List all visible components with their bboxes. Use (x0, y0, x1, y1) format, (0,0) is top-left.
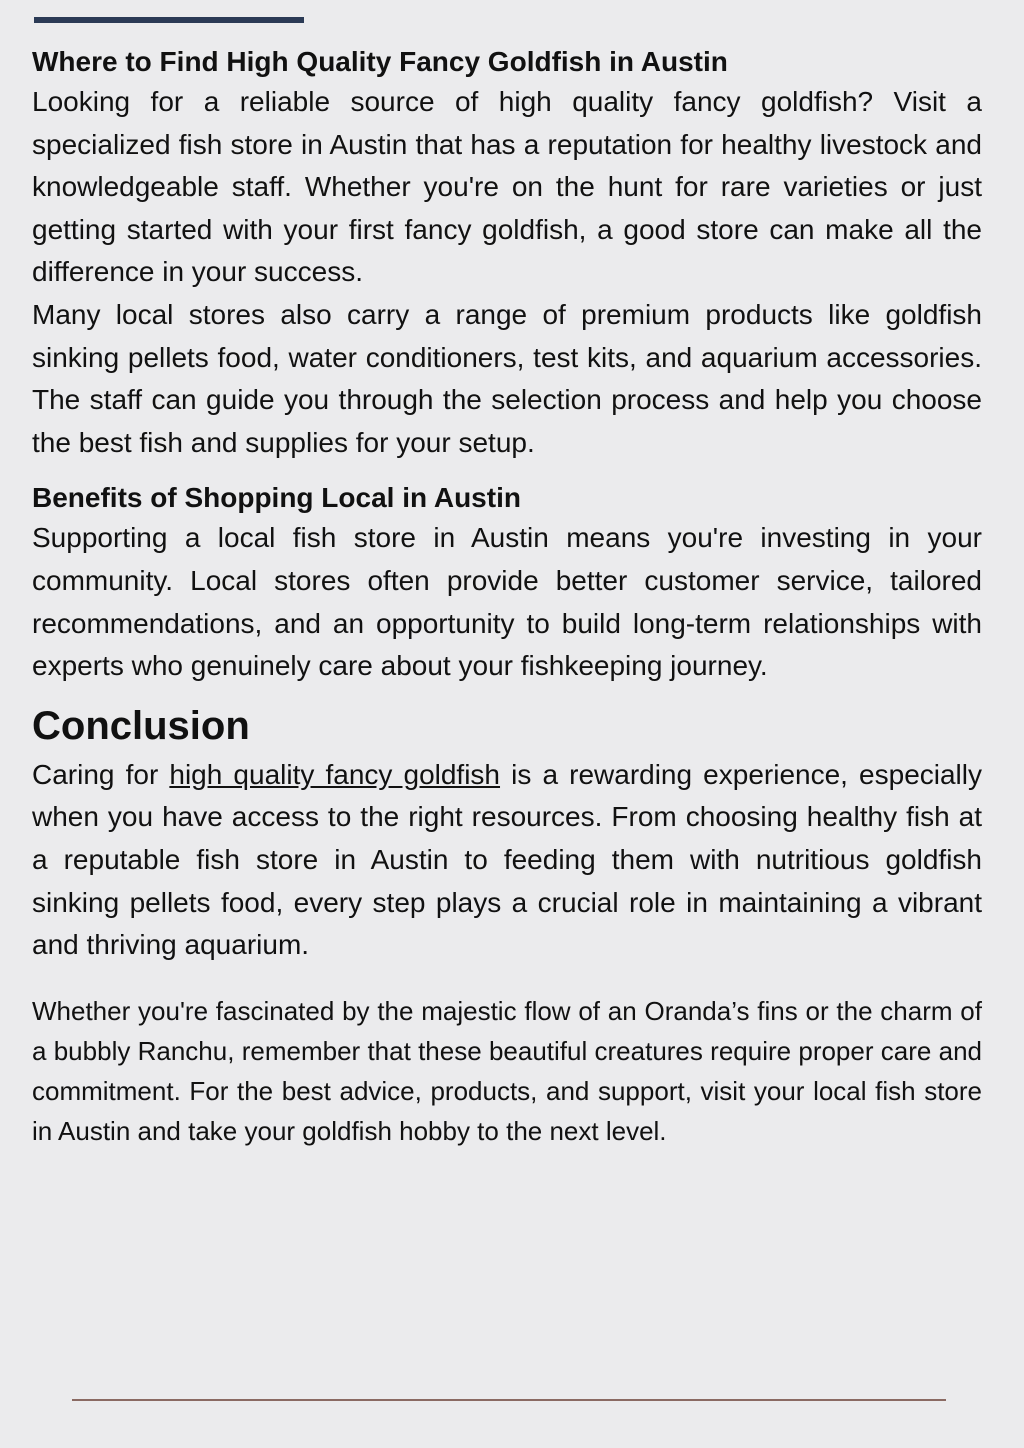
paragraph-closing: Whether you're fascinated by the majestic flow of an Oranda’s fins or the charm of a bubbly Ranchu, remember that these beautiful creatures require proper care and commitment. For the best advice, products, and support, visit your local fish store in Austin and take your goldfish hobby to the next level. (32, 995, 982, 1146)
bottom-divider (72, 1399, 946, 1401)
conclusion-text-end: is a rewarding experience, especially when you have access to the right resources. From choosing healthy fish at a reputable fish store in Austin to feeding them with nutritious goldfish sinking pellets food, every step plays a crucial role in maintaining a vibrant and thriving aquarium. (32, 758, 982, 961)
conclusion-text-start: Caring for (32, 758, 170, 790)
goldfish-link[interactable]: high quality fancy goldfish (169, 758, 501, 790)
paragraph-find-store: Looking for a reliable source of high quality fancy goldfish? Visit a specialized fish store in Austin that has a reputation for healthy livestock and knowledgeable staff. Whether you're on the hunt for rare varieties or just getting started with your first fancy goldfish, a good store can make all the difference in your success. (32, 86, 982, 288)
top-accent-bar (34, 17, 304, 23)
article-body (32, 43, 982, 1151)
paragraph-local-products: Many local stores also carry a range of premium products like goldfish sinking pellets food, water conditioners, test kits, and aquarium accessories. The staff can guide you through the selection process and help you choose the best fish and supplies for your setup. (32, 298, 982, 458)
paragraph-benefits: Supporting a local fish store in Austin means you're investing in your community. Local stores often provide better customer service, tailored recommendations, and an opportunity to build long-term relationships with experts who genuinely care about your fishkeeping journey. (32, 522, 982, 682)
conclusion-heading: Conclusion (32, 703, 250, 748)
paragraph-conclusion (32, 754, 982, 967)
section-heading-benefits: Benefits of Shopping Local in Austin (32, 482, 521, 514)
section-heading-find: Where to Find High Quality Fancy Goldfish in Austin (32, 46, 728, 77)
